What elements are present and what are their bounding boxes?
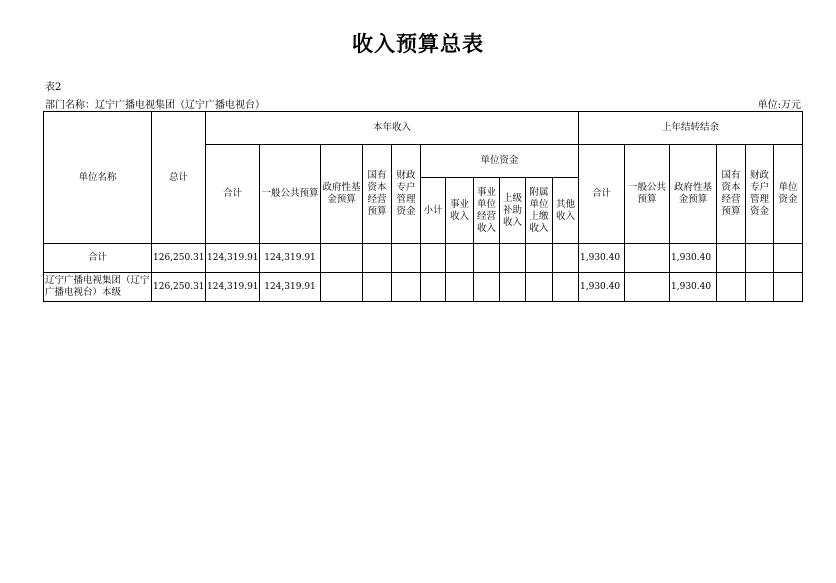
- department-name: 部门名称：辽宁广播电视集团（辽宁广播电视台）: [45, 100, 265, 111]
- page-title: 收入预算总表: [352, 32, 484, 56]
- row-cy-subtotal: 124,319.91: [206, 244, 260, 273]
- header-uf-business-unit-operating: 事业单位经营收入: [474, 178, 500, 244]
- header-uf-business-income: 事业收入: [446, 178, 474, 244]
- row-py-subtotal: 1,930.40: [579, 273, 625, 302]
- header-cy-unit-funds: 单位资金: [421, 145, 579, 178]
- header-prior-year-carryover: 上年结转结余: [579, 112, 803, 145]
- header-py-fiscal-special: 财政专户管理资金: [746, 145, 774, 244]
- row-name: 合计: [44, 244, 152, 273]
- header-uf-subtotal: 小计: [421, 178, 446, 244]
- row-name: 辽宁广播电视集团（辽宁广播电视台）本级: [44, 273, 152, 302]
- row-py-gov-fund-budget: 1,930.40: [670, 273, 717, 302]
- row-py-subtotal: 1,930.40: [579, 244, 625, 273]
- header-uf-affiliated-remit: 附属单位上缴收入: [526, 178, 553, 244]
- header-uf-superior-subsidy: 上级补助收入: [500, 178, 526, 244]
- header-uf-other-income: 其他收入: [553, 178, 579, 244]
- row-total: 126,250.31: [152, 273, 206, 302]
- header-cy-fiscal-special: 财政专户管理资金: [392, 145, 421, 244]
- header-cy-gov-fund-budget: 政府性基金预算: [321, 145, 363, 244]
- table-row: [44, 273, 803, 302]
- header-py-unit-funds: 单位资金: [774, 145, 803, 244]
- header-py-gov-fund-budget: 政府性基金预算: [670, 145, 717, 244]
- header-py-state-capital-budget: 国有资本经营预算: [717, 145, 746, 244]
- header-total: 总计: [152, 112, 206, 244]
- income-budget-table: [43, 111, 803, 302]
- header-py-general-budget: 一般公共预算: [625, 145, 670, 244]
- header-current-year-income: 本年收入: [206, 112, 579, 145]
- header-cy-general-budget: 一般公共预算: [260, 145, 321, 244]
- header-py-subtotal: 合计: [579, 145, 625, 244]
- row-py-gov-fund-budget: 1,930.40: [670, 244, 717, 273]
- unit-label: 单位:万元: [757, 100, 801, 111]
- header-cy-state-capital-budget: 国有资本经营预算: [363, 145, 392, 244]
- table-row: [44, 244, 803, 273]
- row-cy-general-budget: 124,319.91: [260, 273, 321, 302]
- header-cy-subtotal: 合计: [206, 145, 260, 244]
- row-cy-general-budget: 124,319.91: [260, 244, 321, 273]
- header-unit-name: 单位名称: [44, 112, 152, 244]
- row-total: 126,250.31: [152, 244, 206, 273]
- row-cy-subtotal: 124,319.91: [206, 273, 260, 302]
- table-number: 表2: [45, 82, 62, 93]
